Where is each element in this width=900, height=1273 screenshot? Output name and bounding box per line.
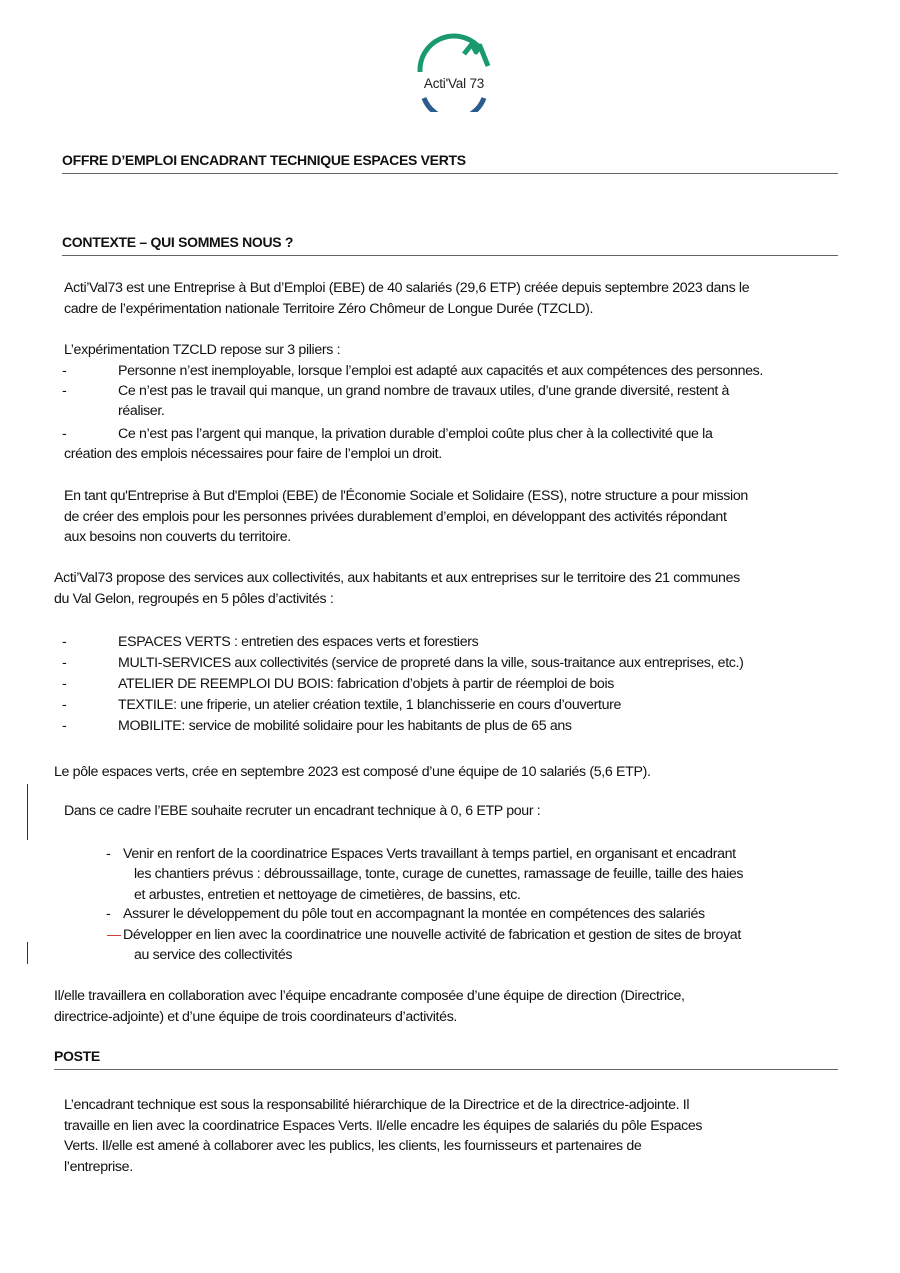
bullet: - <box>106 846 111 862</box>
bullet: - <box>106 906 111 922</box>
paragraph-mission <box>64 486 748 548</box>
list-item-text: Assurer le développement du pôle tout en accompagnant la montée en compétences des salariés <box>123 906 705 922</box>
bullet: - <box>62 383 67 399</box>
list-item-text: au service des collectivités <box>134 947 293 963</box>
bullet: - <box>62 655 67 671</box>
list-item-text: Développer en lien avec la coordinatrice une nouvelle activité de fabrication et gestion de sites de broyat <box>123 927 741 943</box>
text-line: aux besoins non couverts du territoire. <box>64 529 291 545</box>
text-line: Acti’Val73 propose des services aux collectivités, aux habitants et aux entreprises sur le territoire des 21 communes <box>54 570 740 586</box>
list-item-text: les chantiers prévus : débroussaillage, tonte, curage de cunettes, ramassage de feuille, taille des haies <box>134 866 744 882</box>
text-line: En tant qu'Entreprise à But d'Emploi (EBE) de l'Économie Sociale et Solidaire (ESS), notre structure a pour mission <box>64 488 748 504</box>
paragraph-pole-espaces-verts: Le pôle espaces verts, crée en septembre 2023 est composé d’une équipe de 10 salariés (5,6 ETP). <box>54 764 651 780</box>
text-line: du Val Gelon, regroupés en 5 pôles d’activités : <box>54 590 334 607</box>
actival73-logo <box>408 32 500 112</box>
change-bar <box>27 784 28 840</box>
list-item-text: TEXTILE: une friperie, un atelier création textile, 1 blanchisserie en cours d’ouverture <box>118 697 622 713</box>
paragraph-poste <box>64 1095 702 1177</box>
list-item-text: Personne n’est inemployable, lorsque l’emploi est adapté aux capacités et aux compétences des personnes. <box>118 363 764 379</box>
text-line: travaille en lien avec la coordinatrice Espaces Verts. Il/elle encadre les équipes de salariés du pôle Espaces <box>64 1117 703 1134</box>
text-line: directrice-adjointe) et d’une équipe de trois coordinateurs d’activités. <box>54 1008 458 1025</box>
text-line: cadre de l’expérimentation nationale Territoire Zéro Chômeur de Longue Durée (TZCLD). <box>64 300 594 317</box>
list-item-text: ATELIER DE REEMPLOI DU BOIS: fabrication d’objets à partir de réemploi de bois <box>118 676 615 692</box>
bullet: - <box>62 697 67 713</box>
list-item-text: MOBILITE: service de mobilité solidaire pour les habitants de plus de 65 ans <box>118 718 572 734</box>
list-item-text: réaliser. <box>118 403 165 419</box>
piliers-intro: L’expérimentation TZCLD repose sur 3 piliers : <box>64 342 341 358</box>
list-item-text: Ce n’est pas l’argent qui manque, la privation durable d’emploi coûte plus cher à la collectivité que la <box>118 426 713 442</box>
bullet: - <box>62 634 67 650</box>
section-heading-poste: POSTE <box>54 1048 838 1070</box>
list-item-text: Ce n’est pas le travail qui manque, un grand nombre de travaux utiles, d’une grande diversité, restent à <box>118 383 730 399</box>
list-item-text: ESPACES VERTS : entretien des espaces verts et forestiers <box>118 634 479 650</box>
list-item-text: MULTI-SERVICES aux collectivités (service de propreté dans la ville, sous-traitance aux entreprises, etc.) <box>118 655 744 671</box>
change-bar <box>27 942 28 964</box>
bullet: - <box>62 426 67 442</box>
bullet: - <box>62 676 67 692</box>
paragraph-collaboration <box>54 986 685 1027</box>
logo-text: Acti'Val 73 <box>423 76 485 91</box>
page-title: OFFRE D’EMPLOI ENCADRANT TECHNIQUE ESPACES VERTS <box>62 152 838 174</box>
mountain-logo-icon <box>408 32 500 112</box>
paragraph-intro <box>64 278 749 319</box>
text-line: Verts. Il/elle est amené à collaborer avec les publics, les clients, les fournisseurs et partenaires de <box>64 1138 642 1154</box>
text-line: L’encadrant technique est sous la responsabilité hiérarchique de la Directrice et de la directrice-adjointe. Il <box>64 1097 690 1113</box>
list-item-text: création des emplois nécessaires pour faire de l’emploi un droit. <box>64 446 442 462</box>
text-line: l’entreprise. <box>64 1158 133 1175</box>
paragraph-recrutement: Dans ce cadre l’EBE souhaite recruter un encadrant technique à 0, 6 ETP pour : <box>64 803 541 819</box>
bullet: - <box>62 718 67 734</box>
text-line: Il/elle travaillera en collaboration avec l’équipe encadrante composée d’une équipe de direction (Directrice, <box>54 988 685 1004</box>
text-line: Acti’Val73 est une Entreprise à But d’Emploi (EBE) de 40 salariés (29,6 ETP) créée depuis septembre 2023 dans le <box>64 280 750 296</box>
bullet: - <box>62 363 67 379</box>
list-item-text: et arbustes, entretien et nettoyage de cimetières, de bassins, etc. <box>134 887 521 903</box>
list-item-text: Venir en renfort de la coordinatrice Espaces Verts travaillant à temps partiel, en organisant et encadrant <box>123 846 736 862</box>
text-line: de créer des emplois pour les personnes privées durablement d’emploi, en développant des activités répondant <box>64 508 727 525</box>
section-heading-contexte: CONTEXTE – QUI SOMMES NOUS ? <box>62 234 838 256</box>
tracked-change-dash <box>107 925 122 946</box>
paragraph-services <box>54 568 740 609</box>
